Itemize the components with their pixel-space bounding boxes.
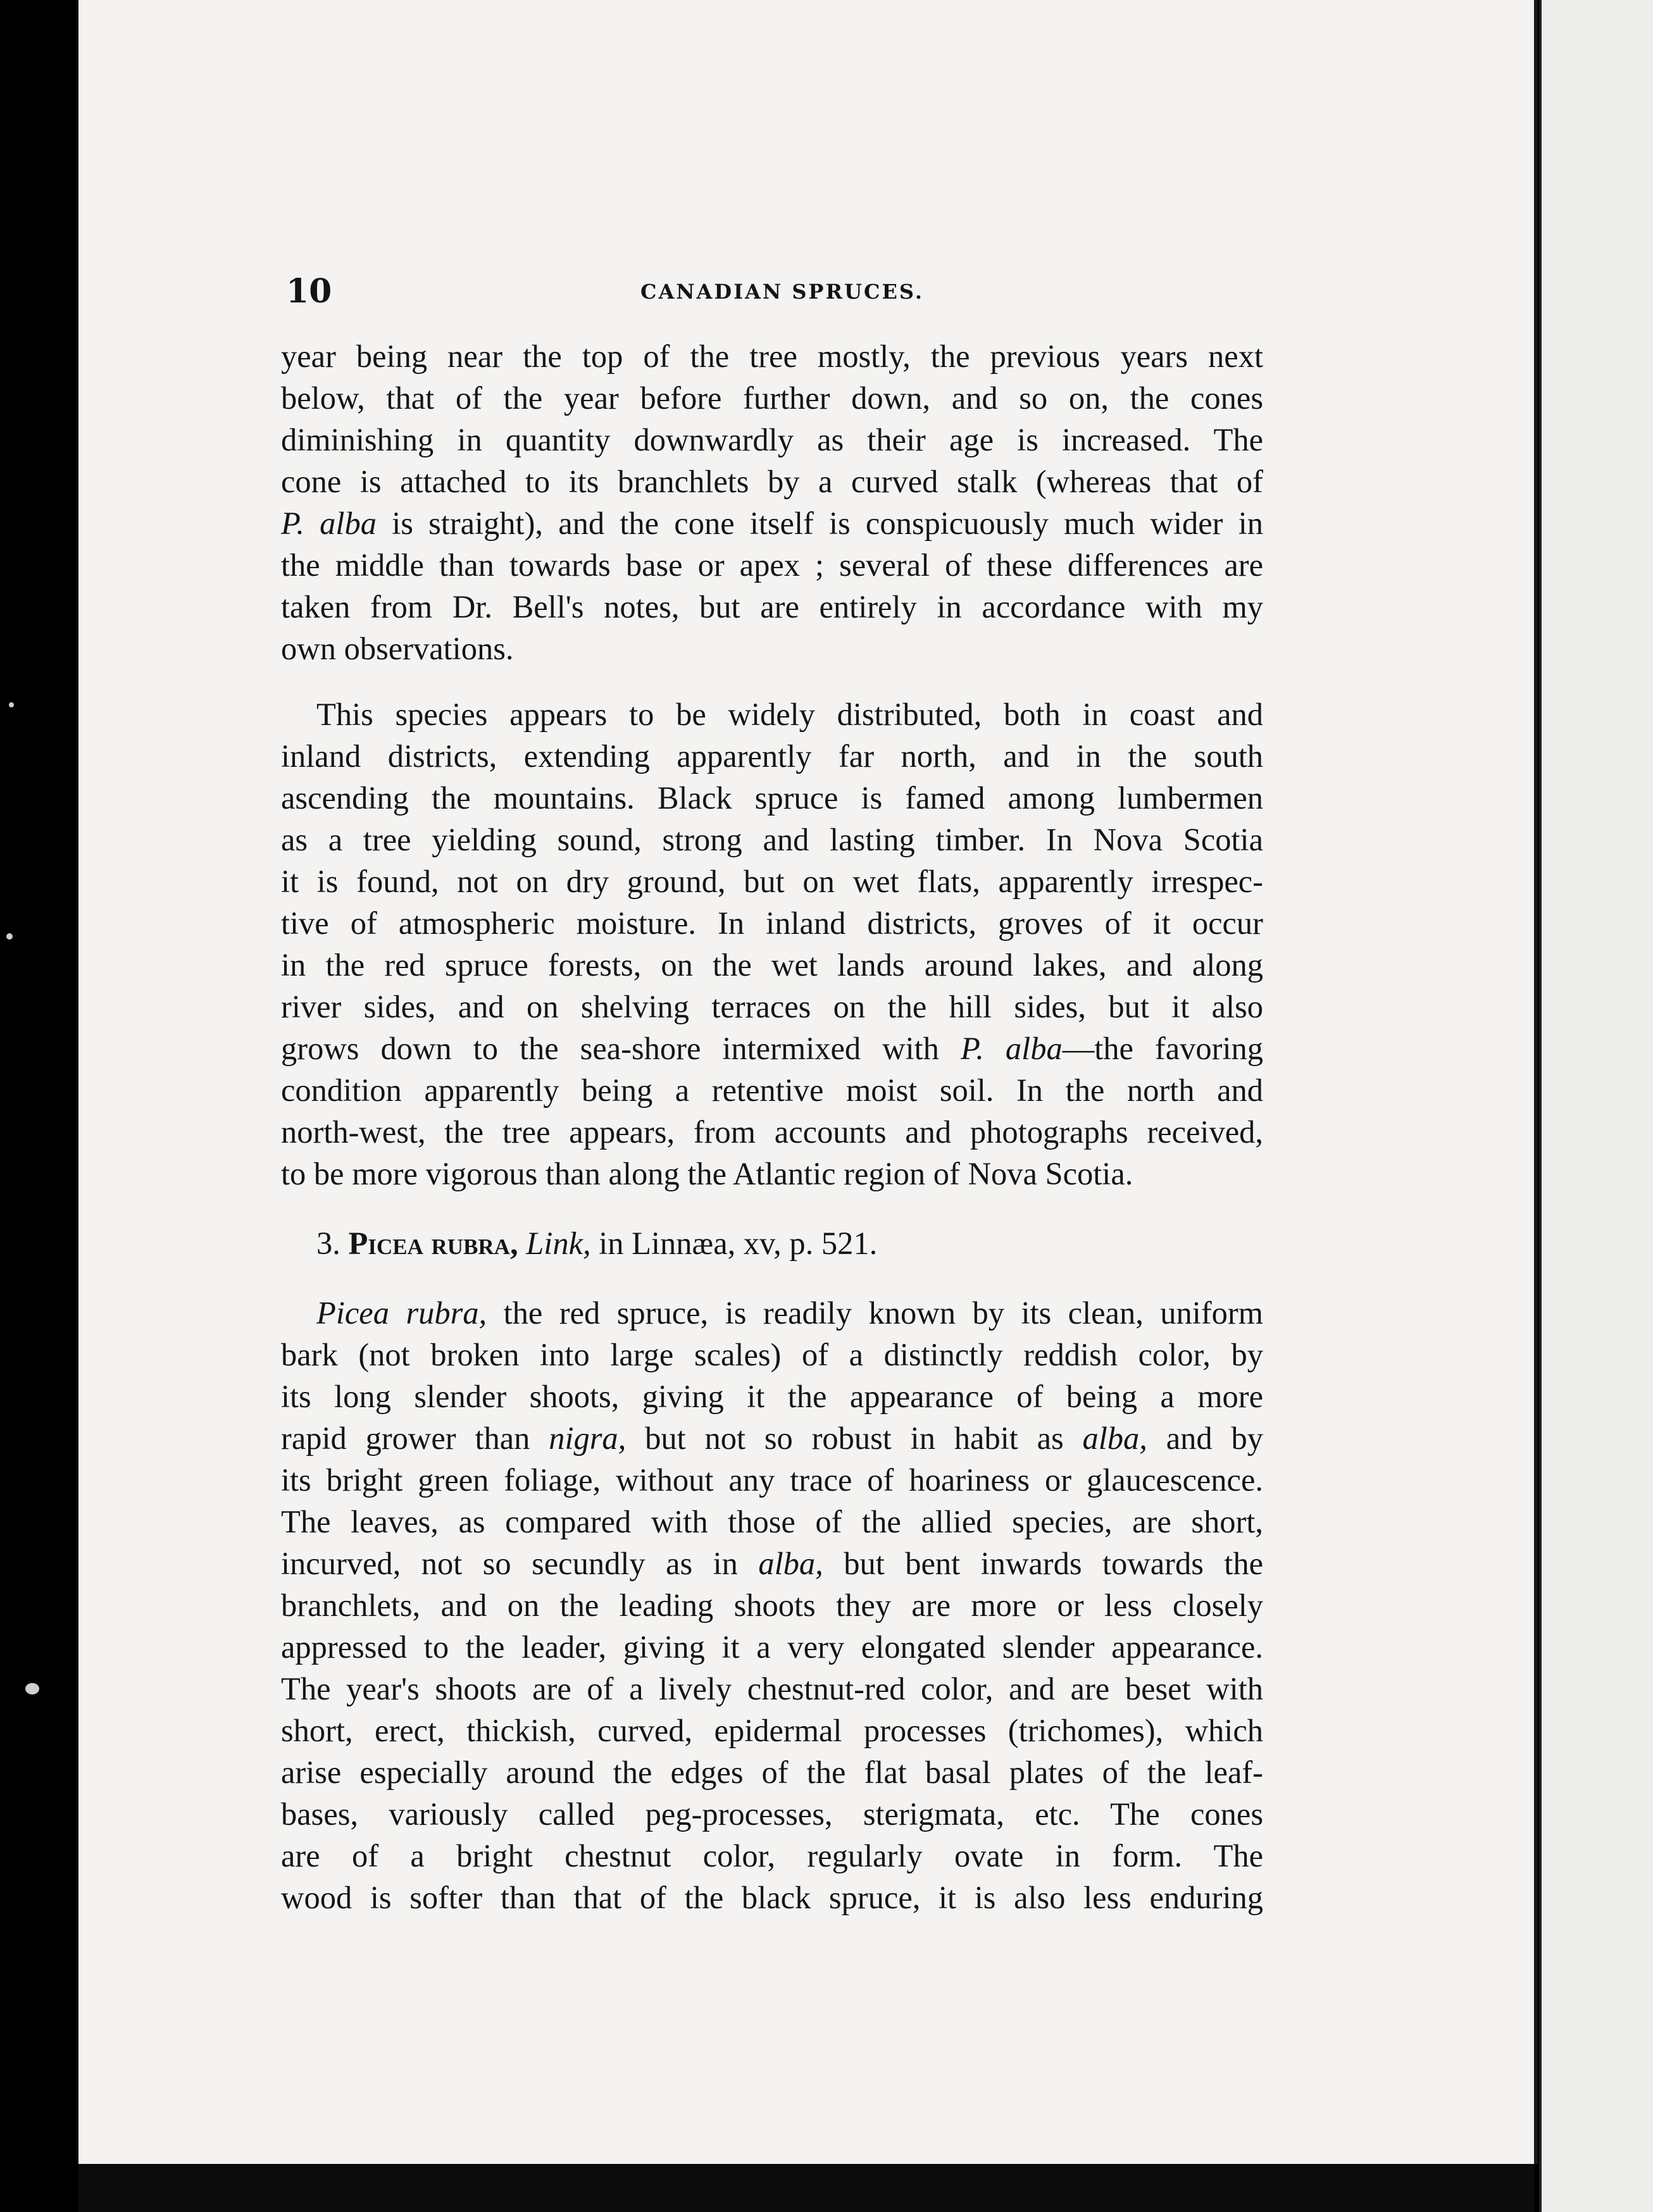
running-title: CANADIAN SPRUCES.	[640, 280, 924, 304]
text-line: short, erect, thickish, curved, epidermal processes (trichomes), which	[281, 1713, 1263, 1748]
text-line: arise especially around the edges of the flat basal plates of the leaf-	[281, 1755, 1263, 1790]
species-author: Link,	[526, 1226, 591, 1261]
text-line: bark (not broken into large scales) of a distinctly reddish color, by	[281, 1337, 1263, 1372]
species-name: Picea rubra,	[348, 1226, 518, 1261]
species-number: 3.	[316, 1226, 340, 1261]
text-line: appressed to the leader, giving it a very elongated slender appearance.	[281, 1629, 1263, 1665]
text-line	[281, 1417, 1263, 1459]
text-line: river sides, and on shelving terraces on the hill sides, but it also	[281, 989, 1263, 1024]
text-line: it is found, not on dry ground, but on wet flats, apparently irrespec-	[281, 864, 1263, 899]
text-line: ascending the mountains. Black spruce is famed among lumbermen	[281, 780, 1263, 816]
text-run: —the favoring	[1062, 1031, 1263, 1066]
text-line: own observations.	[281, 631, 514, 666]
text-line: This species appears to be widely distributed, both in coast and	[316, 697, 1263, 732]
text-run: but bent inwards towards the	[823, 1546, 1263, 1581]
text-line	[281, 1292, 1263, 1334]
paragraph-continuation	[281, 335, 1263, 669]
page-number: 10	[286, 272, 332, 311]
scan-speck	[6, 933, 13, 940]
text-line: bases, variously called peg-processes, sterigmata, etc. The cones	[281, 1796, 1263, 1832]
species-name-italic: alba,	[1082, 1420, 1147, 1456]
text-line: taken from Dr. Bell's notes, but are entirely in accordance with my	[281, 589, 1263, 624]
species-name-italic: P. alba	[281, 506, 377, 541]
text-line: wood is softer than that of the black spruce, it is also less enduring	[281, 1880, 1263, 1915]
text-line: in the red spruce forests, on the wet lands around lakes, and along	[281, 947, 1263, 983]
text-line: its bright green foliage, without any trace of hoariness or glaucescence.	[281, 1462, 1263, 1498]
text-line: branchlets, and on the leading shoots they are more or less closely	[281, 1588, 1263, 1623]
running-head	[286, 272, 1261, 310]
text-line: condition apparently being a retentive moist soil. In the north and	[281, 1072, 1263, 1108]
text-line: north-west, the tree appears, from accounts and photographs received,	[281, 1114, 1263, 1150]
text-line	[281, 1028, 1263, 1069]
scan-speck	[25, 1683, 39, 1694]
text-run: rapid grower than	[281, 1420, 549, 1456]
text-line: below, that of the year before further down, and so on, the cones	[281, 380, 1263, 416]
text-run: but not so robust in habit as	[626, 1420, 1083, 1456]
species-heading	[281, 1222, 1263, 1264]
text-line	[281, 502, 1263, 544]
text-line: as a tree yielding sound, strong and lasting timber. In Nova Scotia	[281, 822, 1263, 857]
species-name-italic: nigra,	[549, 1420, 627, 1456]
text-line: to be more vigorous than along the Atlantic region of Nova Scotia.	[281, 1156, 1133, 1191]
page-bottom-shadow	[78, 2164, 1534, 2212]
text-line: year being near the top of the tree mostly, the previous years next	[281, 339, 1263, 374]
species-reference: in Linnæa, xv, p. 521.	[599, 1226, 878, 1261]
species-name-italic: alba,	[758, 1546, 823, 1581]
text-line: its long slender shoots, giving it the appearance of being a more	[281, 1379, 1263, 1414]
text-line: are of a bright chestnut color, regularly ovate in form. The	[281, 1838, 1263, 1873]
text-line: cone is attached to its branchlets by a curved stalk (whereas that of	[281, 464, 1263, 499]
text-line: the middle than towards base or apex ; several of these differences are	[281, 547, 1263, 583]
text-line: The leaves, as compared with those of the allied species, are short,	[281, 1504, 1263, 1539]
page-body	[281, 335, 1263, 1918]
text-run: incurved, not so secundly as in	[281, 1546, 759, 1581]
paragraph-distribution	[281, 693, 1263, 1195]
paragraph-red-spruce	[281, 1292, 1263, 1918]
facing-page-edge	[1539, 0, 1653, 2212]
text-line	[281, 1543, 1263, 1584]
text-run: the red spruce, is readily known by its clean, uniform	[487, 1295, 1263, 1331]
text-line: tive of atmospheric moisture. In inland districts, groves of it occur	[281, 905, 1263, 941]
text-run: is straight), and the cone itself is conspicuously much wider in	[376, 506, 1263, 541]
species-name-italic: Picea rubra,	[316, 1295, 487, 1331]
text-run: grows down to the sea-shore intermixed with	[281, 1031, 961, 1066]
scan-speck	[9, 702, 14, 707]
text-line: The year's shoots are of a lively chestnut-red color, and are beset with	[281, 1671, 1263, 1706]
species-name-italic: P. alba	[960, 1031, 1063, 1066]
text-line: inland districts, extending apparently far north, and in the south	[281, 738, 1263, 774]
text-run: and by	[1147, 1420, 1263, 1456]
text-line: diminishing in quantity downwardly as their age is increased. The	[281, 422, 1263, 457]
